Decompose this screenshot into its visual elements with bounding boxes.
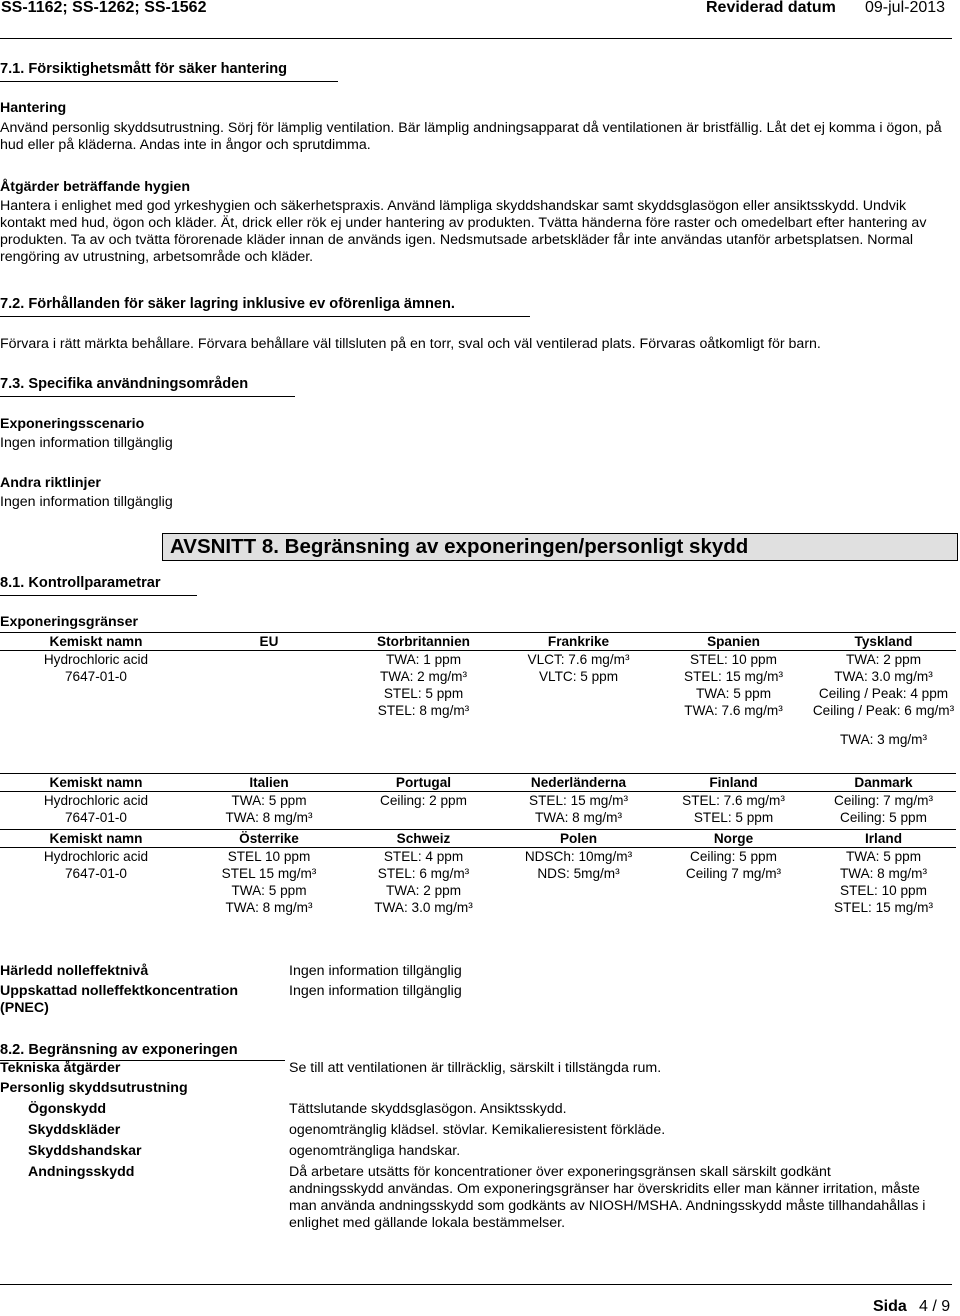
limit-value: STEL: 4 ppm (383, 849, 464, 864)
revised-date: 09-jul-2013 (865, 0, 946, 16)
chemical-cell (0, 792, 192, 827)
chemical-cell (0, 651, 192, 749)
ch-cell (346, 848, 501, 917)
limit-value: STEL: 8 mg/m³ (377, 703, 470, 718)
revised-label: Reviderad datum (706, 0, 836, 16)
limit-value: TWA: 8 mg/m³ (534, 810, 623, 825)
fr-cell (501, 651, 656, 749)
limit-value: VLCT: 7.6 mg/m³ (527, 652, 630, 667)
col-header: EU (259, 634, 279, 649)
tech-measures-label: Tekniska åtgärder (0, 1060, 121, 1076)
limit-value: STEL: 7.6 mg/m³ (682, 793, 785, 808)
limit-value: STEL: 5 ppm (383, 686, 464, 701)
limit-value: TWA: 5 ppm (231, 883, 307, 898)
limit-value: STEL: 15 mg/m³ (529, 793, 628, 808)
limit-value: Ceiling: 2 ppm (380, 793, 467, 808)
col-header: Irland (864, 831, 902, 846)
limit-value: STEL: 5 ppm (693, 810, 774, 825)
ie-cell (811, 848, 956, 917)
limit-value: STEL: 10 ppm (840, 883, 927, 898)
guidelines-text: Ingen information tillgänglig (0, 494, 173, 510)
limit-value: STEL: 15 mg/m³ (834, 900, 933, 915)
limit-value: TWA: 2 ppm (845, 652, 922, 667)
exposure-table-2 (0, 773, 956, 826)
dnel-value: Ingen information tillgänglig (289, 963, 462, 979)
col-header: Spanien (707, 634, 760, 649)
eye-protection-label: Ögonskydd (28, 1101, 107, 1117)
limit-value: VLTC: 5 ppm (538, 669, 619, 684)
hygiene-text: Hantera i enlighet med god yrkeshygien och säkerhetspraxis. Använd lämpliga skyddshandskar samt skyddsglasögon eller ansiktsskydd. Undvik kontakt med hud, ögon och kläder. Ät, drick eller rök ej under hantering av produkten. Tvätta händerna före raster och omedelbart efter hantering av produkten. Ta av och tvätta förorenade kläder innan de används igen. Nedsmutsade arbetskläder får inte användas utanför arbetsplatsen. Normal rengöring av utrustning, arbetsområde och kläder. (0, 198, 927, 265)
section-7-2-title: 7.2. Förhållanden för säker lagring inklusive ev oförenliga ämnen. (0, 296, 455, 312)
limit-value: TWA: 3 mg/m³ (839, 732, 928, 747)
limit-value: Ceiling: 7 mg/m³ (834, 793, 933, 808)
handling-text: Använd personlig skyddsutrustning. Sörj för lämplig ventilation. Bär lämplig andningsapparat då ventilationen är bristfällig. Låt det ej komma i ögon, på hud eller på kläderna. Andas inte in ångor och sprutdimma. (0, 120, 942, 153)
handling-heading: Hantering (0, 100, 67, 116)
limit-value: Ceiling / Peak: 4 ppm (818, 686, 949, 701)
limit-value: STEL: 6 mg/m³ (377, 866, 470, 881)
section-8-1-underline (0, 595, 197, 596)
limit-value: TWA: 8 mg/m³ (839, 866, 928, 881)
tech-measures-value: Se till att ventilationen är tillräcklig, särskilt i tillstängda rum. (289, 1060, 662, 1076)
gloves-label: Skyddshandskar (28, 1143, 142, 1159)
limit-value: STEL 10 ppm (227, 849, 311, 864)
hygiene-heading: Åtgärder beträffande hygien (0, 179, 190, 195)
col-header: Finland (709, 775, 758, 790)
eu-cell (192, 651, 346, 749)
col-header: Österrike (239, 831, 299, 846)
exposure-limits-heading: Exponeringsgränser (0, 614, 138, 630)
limit-value: TWA: 5 ppm (845, 849, 922, 864)
it-cell (192, 792, 346, 827)
pl-cell (501, 848, 656, 917)
exposure-table-1 (0, 632, 956, 748)
col-header: Danmark (854, 775, 913, 790)
limit-value: Ceiling: 5 ppm (690, 849, 777, 864)
limit-value: Ceiling 7 mg/m³ (685, 866, 782, 881)
limit-value: Ceiling: 5 ppm (840, 810, 927, 825)
limit-value: STEL 15 mg/m³ (221, 866, 317, 881)
limit-value: TWA: 8 mg/m³ (225, 900, 313, 915)
de-cell (811, 651, 956, 749)
ppe-label: Personlig skyddsutrustning (0, 1080, 188, 1096)
scenario-heading: Exponeringsscenario (0, 416, 145, 432)
col-header: Tyskland (854, 634, 913, 649)
limit-value: TWA: 5 ppm (695, 686, 772, 701)
limit-value: TWA: 2 mg/m³ (379, 669, 468, 684)
limit-value: STEL: 15 mg/m³ (684, 669, 783, 684)
exposure-table-3 (0, 829, 956, 916)
col-header: Italien (249, 775, 289, 790)
storage-text: Förvara i rätt märkta behållare. Förvara behållare väl tillsluten på en torr, sval och väl ventilerad plats. Förvaras oåtkomligt för barn. (0, 336, 821, 352)
respiratory-label: Andningsskydd (28, 1164, 135, 1180)
col-header: Nederländerna (530, 775, 627, 790)
nl-cell (501, 792, 656, 827)
limit-value: TWA: 3.0 mg/m³ (374, 900, 473, 915)
col-header: Norge (713, 831, 754, 846)
clothing-label: Skyddskläder (28, 1122, 121, 1138)
pnec-label: Uppskattad nolleffektkoncentration (PNEC) (0, 983, 239, 1016)
product-code: SS-1162; SS-1262; SS-1562 (1, 0, 207, 16)
col-header: Kemiskt namn (49, 775, 143, 790)
section-7-1-underline (0, 81, 338, 82)
col-header: Kemiskt namn (49, 634, 143, 649)
footer-rule (0, 1284, 952, 1285)
col-header: Frankrike (547, 634, 610, 649)
section-7-3-underline (0, 396, 295, 397)
chemical-name: Hydrochloric acid (43, 849, 149, 864)
page-number: 4 / 9 (919, 1298, 951, 1315)
section-7-3-title: 7.3. Specifika användningsområden (0, 376, 249, 392)
col-header: Kemiskt namn (49, 831, 143, 846)
respiratory-value: Då arbetare utsätts för koncentrationer över exponeringsgränsen skall särskilt godkänt andningsskydd användas. Om exponeringsgränser har överskridits eller man känner irritation, måste man använda andningsskydd som godkänts av NIOSH/MSHA. Andningsskydd måste tillhandahållas i enlighet med gällande lokala bestämmelser. (289, 1164, 926, 1231)
pnec-value: Ingen information tillgänglig (289, 983, 462, 999)
dnel-label: Härledd nolleffektnivå (0, 963, 149, 979)
limit-value: NDSCh: 10mg/m³ (524, 849, 633, 864)
guidelines-heading: Andra riktlinjer (0, 475, 101, 491)
cas-number: 7647-01-0 (65, 866, 127, 881)
section-7-1-title: 7.1. Försiktighetsmått för säker hantering (0, 61, 288, 77)
limit-value: TWA: 2 ppm (385, 883, 462, 898)
chemical-name: Hydrochloric acid (43, 793, 149, 808)
uk-cell (346, 651, 501, 749)
col-header: Polen (559, 831, 597, 846)
pt-cell (346, 792, 501, 827)
col-header: Portugal (395, 775, 452, 790)
limit-value: TWA: 1 ppm (385, 652, 462, 667)
clothing-value: ogenomtränglig klädsel. stövlar. Kemikalieresistent förkläde. (289, 1122, 666, 1138)
no-cell (656, 848, 811, 917)
limit-value: TWA: 8 mg/m³ (225, 810, 313, 825)
col-header: Schweiz (396, 831, 451, 846)
cas-number: 7647-01-0 (65, 669, 127, 684)
eye-protection-value: Tättslutande skyddsglasögon. Ansiktsskydd. (289, 1101, 567, 1117)
section-8-title: AVSNITT 8. Begränsning av exponeringen/personligt skydd (170, 535, 749, 558)
dk-cell (811, 792, 956, 827)
limit-value: TWA: 7.6 mg/m³ (684, 703, 783, 718)
limit-value: TWA: 5 ppm (231, 793, 307, 808)
page-label: Sida (873, 1298, 907, 1315)
section-7-2-underline (0, 316, 530, 317)
limit-value: TWA: 3.0 mg/m³ (834, 669, 933, 684)
limit-value: Ceiling / Peak: 6 mg/m³ (812, 703, 955, 718)
es-cell (656, 651, 811, 749)
section-8-2-title: 8.2. Begränsning av exponeringen (0, 1042, 238, 1058)
chemical-cell (0, 848, 192, 917)
limit-value: NDS: 5mg/m³ (537, 866, 620, 881)
header-rule (0, 38, 952, 39)
section-8-1-title: 8.1. Kontrollparametrar (0, 575, 161, 591)
fi-cell (656, 792, 811, 827)
limit-value: STEL: 10 ppm (690, 652, 777, 667)
scenario-text: Ingen information tillgänglig (0, 435, 173, 451)
gloves-value: ogenomträngliga handskar. (289, 1143, 461, 1159)
at-cell (192, 848, 346, 917)
col-header: Storbritannien (377, 634, 470, 649)
chemical-name: Hydrochloric acid (43, 652, 149, 667)
cas-number: 7647-01-0 (65, 810, 127, 825)
